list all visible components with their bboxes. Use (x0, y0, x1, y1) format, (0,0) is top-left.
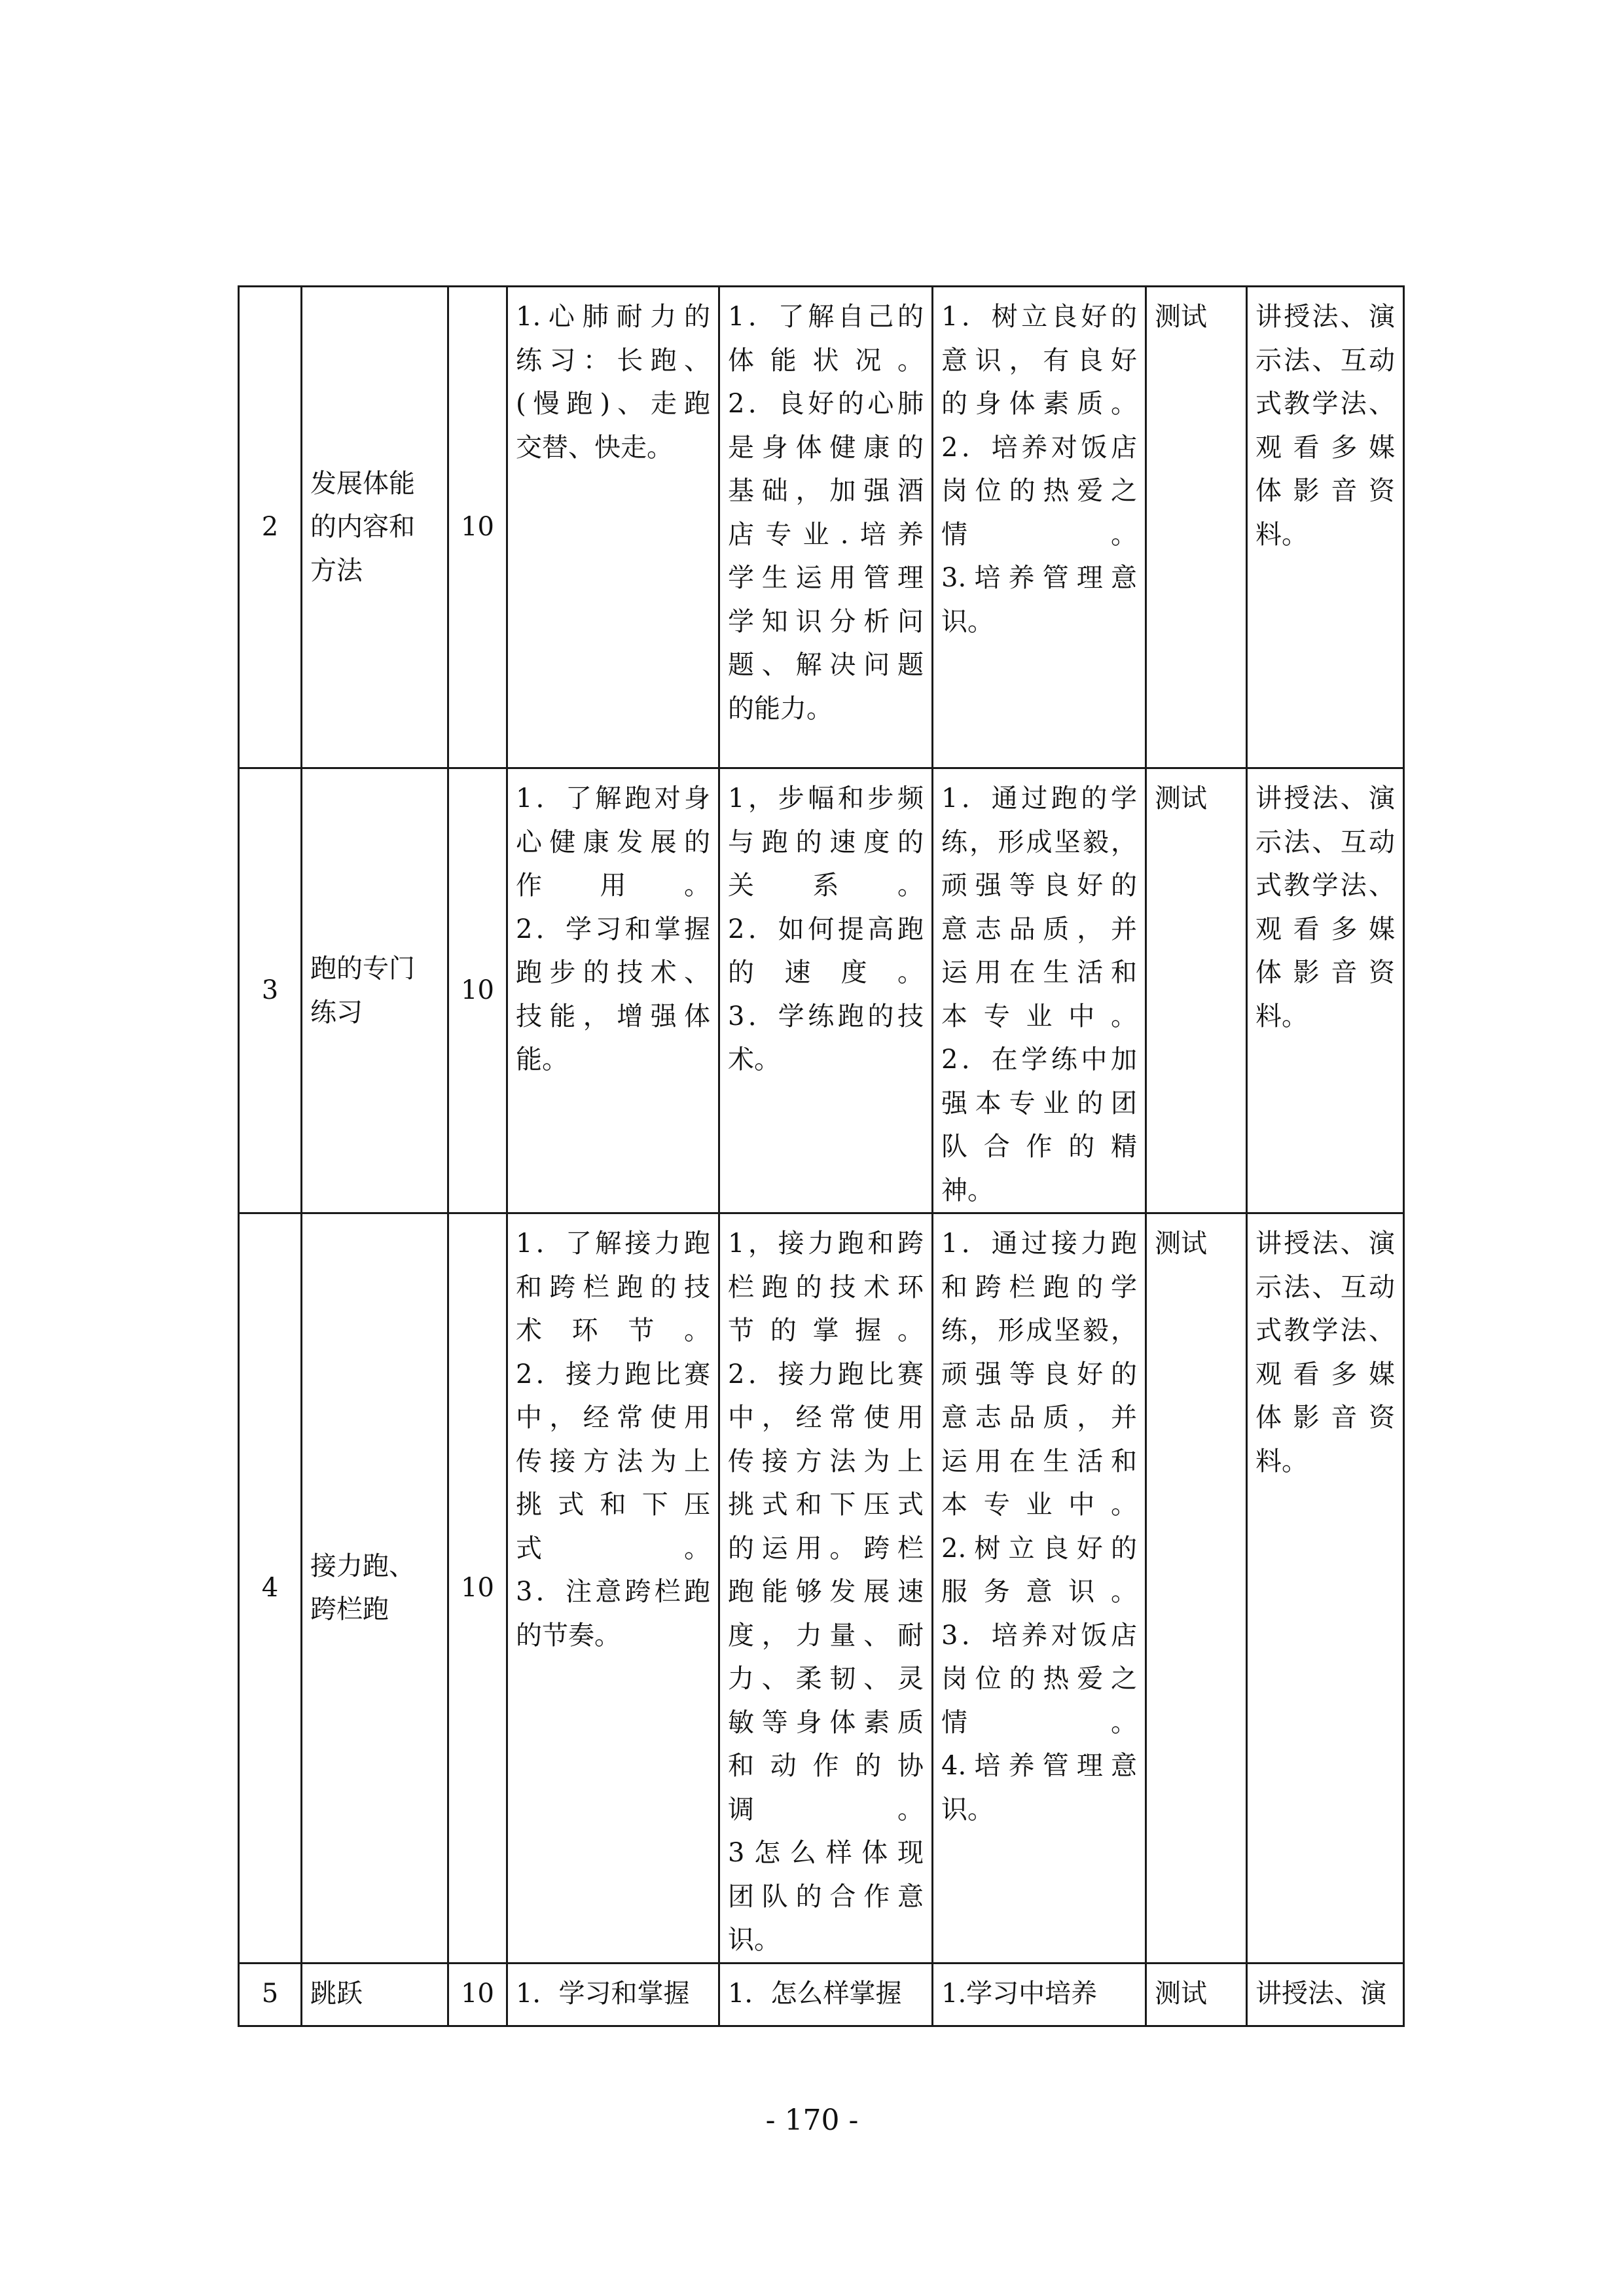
key-points-cell-line: 度，力量、耐 (728, 1620, 924, 1651)
teaching-content-cell-line: (慢跑)、走跑 (516, 389, 710, 419)
ideological-goals-cell-line: 意识，有良好 (941, 345, 1137, 376)
unit-title-cell-line: 方法 (310, 555, 363, 586)
teaching-method-cell (1247, 1963, 1404, 2026)
unit-title-cell-line: 跳跃 (310, 1978, 363, 2009)
key-points-cell-line: 3怎么样体现 (728, 1838, 924, 1868)
table-row (239, 768, 1404, 1213)
key-points-cell-line: 1，接力跑和跨 (728, 1229, 924, 1259)
ideological-goals-cell-line: 识。 (941, 606, 994, 637)
unit-title-cell-line: 练习 (310, 997, 363, 1028)
assessment-cell: 测试 (1146, 768, 1247, 1213)
ideological-goals-cell-line: 3．培养对饭店 (941, 1620, 1137, 1651)
ideological-goals-cell-line: 本专业中。 (941, 1490, 1137, 1520)
ideological-goals-cell-line: 2.树立良好的 (941, 1533, 1137, 1564)
teaching-content-cell-line: 和跨栏跑的技 (516, 1272, 710, 1302)
key-points-cell-line: 挑式和下压式 (728, 1490, 924, 1520)
ideological-goals-cell-line: 岗位的热爱之 (941, 476, 1137, 506)
teaching-method-cell-line: 体影音资 (1255, 1403, 1395, 1433)
key-points-cell-line: 店专业.培养 (728, 519, 924, 550)
key-points-cell-line: 团队的合作意 (728, 1881, 924, 1912)
key-points-cell-line: 的运用。跨栏 (728, 1533, 924, 1564)
ideological-goals-cell-line: 2．培养对饭店 (941, 432, 1137, 463)
teaching-content-cell-line: 作用。 (516, 870, 710, 901)
teaching-method-cell-line: 料。 (1255, 1446, 1308, 1477)
teaching-content-cell-line: 的节奏。 (516, 1620, 621, 1651)
key-points-cell-line: 和动作的协 (728, 1751, 924, 1781)
teaching-method-cell-line: 观看多媒 (1255, 914, 1395, 944)
ideological-goals-cell-line: 运用在生活和 (941, 1446, 1137, 1477)
key-points-cell-line: 体能状况。 (728, 345, 924, 376)
ideological-goals-cell-line: 和跨栏跑的学 (941, 1272, 1137, 1302)
row-number-cell: 4 (239, 1213, 302, 1964)
teaching-content-cell-line: 3．注意跨栏跑 (516, 1577, 710, 1607)
ideological-goals-cell-line: 顽强等良好的 (941, 1359, 1137, 1390)
key-points-cell-line: 敏等身体素质 (728, 1707, 924, 1738)
teaching-method-cell-line: 体影音资 (1255, 476, 1395, 506)
ideological-goals-cell (933, 1963, 1146, 2026)
teaching-content-cell-line: 练习：长跑、 (516, 345, 710, 376)
ideological-goals-cell-line: 意志品质，并 (941, 914, 1137, 944)
teaching-content-cell-line: 中，经常使用 (516, 1403, 710, 1433)
teaching-method-cell-line: 式教学法、 (1255, 389, 1395, 419)
teaching-content-cell-line: 2．接力跑比赛 (516, 1359, 710, 1390)
teaching-content-cell-line: 跑步的技术、 (516, 958, 710, 988)
ideological-goals-cell (933, 768, 1146, 1213)
key-points-cell-line: 节的掌握。 (728, 1316, 924, 1346)
teaching-content-cell-line: 传接方法为上 (516, 1446, 710, 1477)
teaching-content-cell-line: 2．学习和掌握 (516, 914, 710, 944)
key-points-cell-line: 中，经常使用 (728, 1403, 924, 1433)
table-row (239, 1963, 1404, 2026)
teaching-content-cell-line: 1．了解接力跑 (516, 1229, 710, 1259)
table-row (239, 287, 1404, 768)
ideological-goals-cell-line: 意志品质，并 (941, 1403, 1137, 1433)
unit-title-cell-line: 跑的专门 (310, 954, 415, 984)
teaching-method-cell-line: 示法、互动 (1255, 827, 1395, 857)
teaching-content-cell-line: 1.心肺耐力的 (516, 302, 710, 332)
ideological-goals-cell-line: 运用在生活和 (941, 958, 1137, 988)
teaching-content-cell-line: 挑式和下压 (516, 1490, 710, 1520)
teaching-method-cell-line: 体影音资 (1255, 958, 1395, 988)
row-number-cell: 3 (239, 768, 302, 1213)
key-points-cell-line: 与跑的速度的 (728, 827, 924, 857)
unit-title-cell-line: 的内容和 (310, 512, 415, 543)
key-points-cell-line: 1，步幅和步频 (728, 783, 924, 814)
ideological-goals-cell-line: 练，形成坚毅， (941, 827, 1137, 857)
key-points-cell-line: 栏跑的技术环 (728, 1272, 924, 1302)
ideological-goals-cell-line: 情。 (941, 519, 1137, 550)
teaching-method-cell-line: 观看多媒 (1255, 1359, 1395, 1390)
ideological-goals-cell-line: 本专业中。 (941, 1001, 1137, 1031)
teaching-content-cell-line: 技能，增强体 (516, 1001, 710, 1031)
teaching-method-cell-line: 示法、互动 (1255, 345, 1395, 376)
assessment-cell: 测试 (1146, 1963, 1247, 2026)
teaching-content-cell-line: 1．了解跑对身 (516, 783, 710, 814)
key-points-cell-line: 是身体健康的 (728, 432, 924, 463)
ideological-goals-cell-line: 1．通过接力跑 (941, 1229, 1137, 1259)
teaching-content-cell-line: 1．学习和掌握 (516, 1978, 690, 2009)
teaching-method-cell-line: 讲授法、演 (1255, 783, 1395, 814)
assessment-cell: 测试 (1146, 287, 1247, 768)
teaching-content-cell-line: 心健康发展的 (516, 827, 710, 857)
key-points-cell-line: 题、解决问题 (728, 650, 924, 680)
key-points-cell-line: 跑能够发展速 (728, 1577, 924, 1607)
teaching-method-cell-line: 式教学法、 (1255, 1316, 1395, 1346)
ideological-goals-cell (933, 287, 1146, 768)
teaching-method-cell-line: 讲授法、演 (1255, 1229, 1395, 1259)
key-points-cell-line: 1．怎么样掌握 (728, 1978, 902, 2009)
ideological-goals-cell-line: 2．在学练中加 (941, 1045, 1137, 1075)
ideological-goals-cell-line: 岗位的热爱之 (941, 1664, 1137, 1694)
teaching-method-cell (1247, 1213, 1404, 1964)
teaching-method-cell-line: 料。 (1255, 1001, 1308, 1031)
key-points-cell-line: 调。 (728, 1794, 924, 1825)
ideological-goals-cell-line: 1．树立良好的 (941, 302, 1137, 332)
key-points-cell-line: 学知识分析问 (728, 606, 924, 637)
teaching-method-cell-line: 示法、互动 (1255, 1272, 1395, 1302)
key-points-cell-line: 1．了解自己的 (728, 302, 924, 332)
teaching-content-cell-line: 交替、快走。 (516, 432, 673, 463)
key-points-cell-line: 关系。 (728, 870, 924, 901)
table-row (239, 1213, 1404, 1964)
key-points-cell-line: 的速度。 (728, 958, 924, 988)
hours-cell: 10 (448, 768, 507, 1213)
table-body (239, 287, 1404, 2026)
key-points-cell-line: 基础，加强酒 (728, 476, 924, 506)
hours-cell: 10 (448, 1963, 507, 2026)
teaching-method-cell-line: 式教学法、 (1255, 870, 1395, 901)
ideological-goals-cell-line: 3.培养管理意 (941, 563, 1137, 593)
ideological-goals-cell-line: 队合作的精 (941, 1132, 1137, 1162)
hours-cell: 10 (448, 287, 507, 768)
key-points-cell (719, 768, 933, 1213)
unit-title-cell (302, 1213, 448, 1964)
assessment-cell: 测试 (1146, 1213, 1247, 1964)
teaching-content-cell (507, 768, 719, 1213)
teaching-method-cell (1247, 287, 1404, 768)
teaching-content-cell (507, 1963, 719, 2026)
ideological-goals-cell-line: 练，形成坚毅， (941, 1316, 1137, 1346)
key-points-cell-line: 2．接力跑比赛 (728, 1359, 924, 1390)
teaching-content-cell-line: 术环节。 (516, 1316, 710, 1346)
ideological-goals-cell-line: 1．通过跑的学 (941, 783, 1137, 814)
teaching-plan-table (238, 285, 1405, 2027)
key-points-cell-line: 力、柔韧、灵 (728, 1664, 924, 1694)
teaching-method-cell (1247, 768, 1404, 1213)
key-points-cell-line: 术。 (728, 1045, 780, 1075)
key-points-cell (719, 1213, 933, 1964)
unit-title-cell-line: 接力跑、 (310, 1551, 415, 1581)
ideological-goals-cell (933, 1213, 1146, 1964)
unit-title-cell-line: 跨栏跑 (310, 1594, 389, 1625)
ideological-goals-cell-line: 识。 (941, 1794, 994, 1825)
key-points-cell-line: 的能力。 (728, 693, 833, 724)
ideological-goals-cell-line: 的身体素质。 (941, 389, 1137, 419)
key-points-cell-line: 3．学练跑的技 (728, 1001, 924, 1031)
ideological-goals-cell-line: 强本专业的团 (941, 1088, 1137, 1119)
row-number-cell: 2 (239, 287, 302, 768)
teaching-method-cell-line: 观看多媒 (1255, 432, 1395, 463)
ideological-goals-cell-line: 情。 (941, 1707, 1137, 1738)
ideological-goals-cell-line: 4.培养管理意 (941, 1751, 1137, 1781)
key-points-cell-line: 2．良好的心肺 (728, 389, 924, 419)
teaching-content-cell (507, 1213, 719, 1964)
unit-title-cell-line: 发展体能 (310, 468, 415, 499)
ideological-goals-cell-line: 服务意识。 (941, 1577, 1137, 1607)
teaching-method-cell-line: 讲授法、演 (1255, 302, 1395, 332)
teaching-content-cell-line: 能。 (516, 1045, 568, 1075)
key-points-cell-line: 2．如何提高跑 (728, 914, 924, 944)
teaching-method-cell-line: 讲授法、演 (1255, 1978, 1386, 2009)
hours-cell: 10 (448, 1213, 507, 1964)
unit-title-cell (302, 287, 448, 768)
ideological-goals-cell-line: 1.学习中培养 (941, 1978, 1098, 2009)
key-points-cell-line: 识。 (728, 1925, 780, 1955)
key-points-cell (719, 1963, 933, 2026)
ideological-goals-cell-line: 顽强等良好的 (941, 870, 1137, 901)
key-points-cell-line: 传接方法为上 (728, 1446, 924, 1477)
teaching-content-cell-line: 式。 (516, 1533, 710, 1564)
key-points-cell (719, 287, 933, 768)
unit-title-cell (302, 1963, 448, 2026)
teaching-method-cell-line: 料。 (1255, 519, 1308, 550)
ideological-goals-cell-line: 神。 (941, 1175, 994, 1206)
row-number-cell: 5 (239, 1963, 302, 2026)
teaching-content-cell (507, 287, 719, 768)
page-number: - 170 - (765, 2104, 859, 2137)
unit-title-cell (302, 768, 448, 1213)
key-points-cell-line: 学生运用管理 (728, 563, 924, 593)
